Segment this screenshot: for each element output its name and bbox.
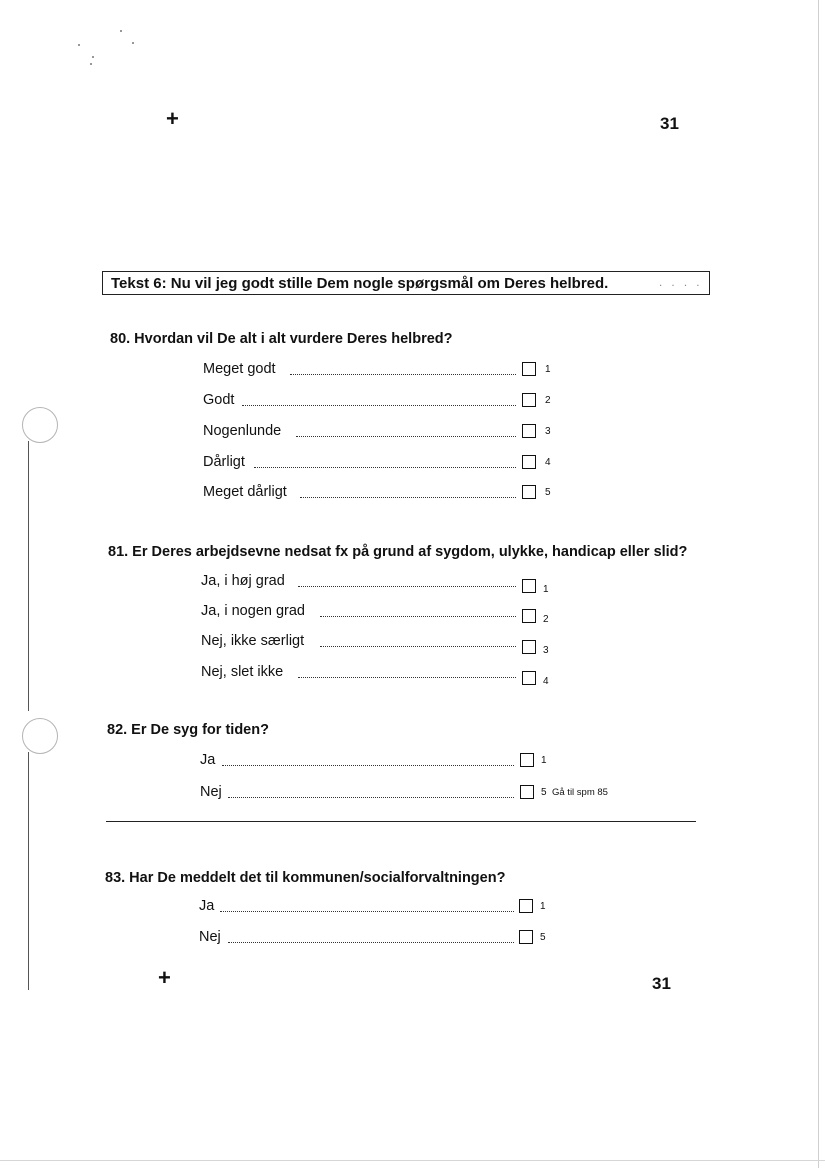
question-title: 83. Har De meddelt det til kommunen/socialforvaltningen? xyxy=(105,870,506,886)
leader-dots xyxy=(320,646,516,647)
banner-text: Tekst 6: Nu vil jeg godt stille Dem nogle spørgsmål om Deres helbred. xyxy=(111,275,609,292)
answer-code: 5 xyxy=(540,932,546,943)
answer-checkbox[interactable] xyxy=(522,362,536,376)
answer-code: 1 xyxy=(545,364,551,375)
scan-speck xyxy=(92,56,94,58)
option-label: Nej, ikke særligt xyxy=(201,633,305,649)
leader-dots xyxy=(298,586,516,587)
answer-checkbox[interactable] xyxy=(522,455,536,469)
option-label: Meget dårligt xyxy=(203,484,287,500)
answer-code: 2 xyxy=(545,395,551,406)
leader-dots xyxy=(300,497,516,498)
section-banner xyxy=(102,271,710,295)
skip-instruction: Gå til spm 85 xyxy=(552,787,608,798)
scan-edge-right xyxy=(818,0,819,1168)
scan-speck xyxy=(78,44,80,46)
leader-dots xyxy=(228,797,514,798)
answer-code: 3 xyxy=(543,645,549,656)
answer-code: 3 xyxy=(545,426,551,437)
option-label: Ja, i høj grad xyxy=(201,573,285,589)
option-label: Ja xyxy=(200,752,216,768)
answer-checkbox[interactable] xyxy=(519,930,533,944)
page-number-bottom: 31 xyxy=(652,974,671,993)
margin-line xyxy=(28,752,29,990)
option-label: Nej, slet ikke xyxy=(201,664,284,680)
answer-checkbox[interactable] xyxy=(522,424,536,438)
section-divider xyxy=(106,821,696,822)
answer-checkbox[interactable] xyxy=(522,393,536,407)
option-label: Nogenlunde xyxy=(203,423,282,439)
answer-code: 2 xyxy=(543,614,549,625)
answer-checkbox[interactable] xyxy=(519,899,533,913)
answer-checkbox[interactable] xyxy=(522,485,536,499)
leader-dots xyxy=(290,374,516,375)
punch-hole xyxy=(22,407,58,443)
leader-dots xyxy=(296,436,516,437)
answer-checkbox[interactable] xyxy=(522,671,536,685)
leader-dots xyxy=(228,942,514,943)
scan-speck xyxy=(90,63,92,65)
option-label: Nej xyxy=(200,784,222,800)
answer-checkbox[interactable] xyxy=(520,785,534,799)
banner-noise: . . . . xyxy=(659,279,703,288)
question-title: 82. Er De syg for tiden? xyxy=(107,722,269,738)
scan-speck xyxy=(132,42,134,44)
answer-checkbox[interactable] xyxy=(522,640,536,654)
answer-code: 1 xyxy=(543,584,549,595)
answer-code: 5 xyxy=(541,787,547,798)
option-label: Ja, i nogen grad xyxy=(201,603,305,619)
leader-dots xyxy=(298,677,516,678)
registration-mark: + xyxy=(158,965,171,990)
margin-line xyxy=(28,441,29,711)
option-label: Ja xyxy=(199,898,215,914)
leader-dots xyxy=(222,765,514,766)
option-label: Meget godt xyxy=(203,361,276,377)
answer-checkbox[interactable] xyxy=(522,609,536,623)
option-label: Godt xyxy=(203,392,235,408)
answer-code: 4 xyxy=(543,676,549,687)
answer-code: 1 xyxy=(541,755,547,766)
answer-code: 1 xyxy=(540,901,546,912)
answer-checkbox[interactable] xyxy=(522,579,536,593)
answer-code: 4 xyxy=(545,457,551,468)
option-label: Dårligt xyxy=(203,454,245,470)
leader-dots xyxy=(220,911,514,912)
leader-dots xyxy=(320,616,516,617)
answer-checkbox[interactable] xyxy=(520,753,534,767)
registration-mark: + xyxy=(166,106,179,131)
page-number-top: 31 xyxy=(660,114,679,133)
question-title: 81. Er Deres arbejdsevne nedsat fx på grund af sygdom, ulykke, handicap eller slid? xyxy=(108,544,688,560)
scan-edge-bottom xyxy=(0,1160,825,1161)
leader-dots xyxy=(254,467,516,468)
leader-dots xyxy=(242,405,516,406)
option-label: Nej xyxy=(199,929,221,945)
question-title: 80. Hvordan vil De alt i alt vurdere Deres helbred? xyxy=(110,331,453,347)
answer-code: 5 xyxy=(545,487,551,498)
scan-speck xyxy=(120,30,122,32)
punch-hole xyxy=(22,718,58,754)
